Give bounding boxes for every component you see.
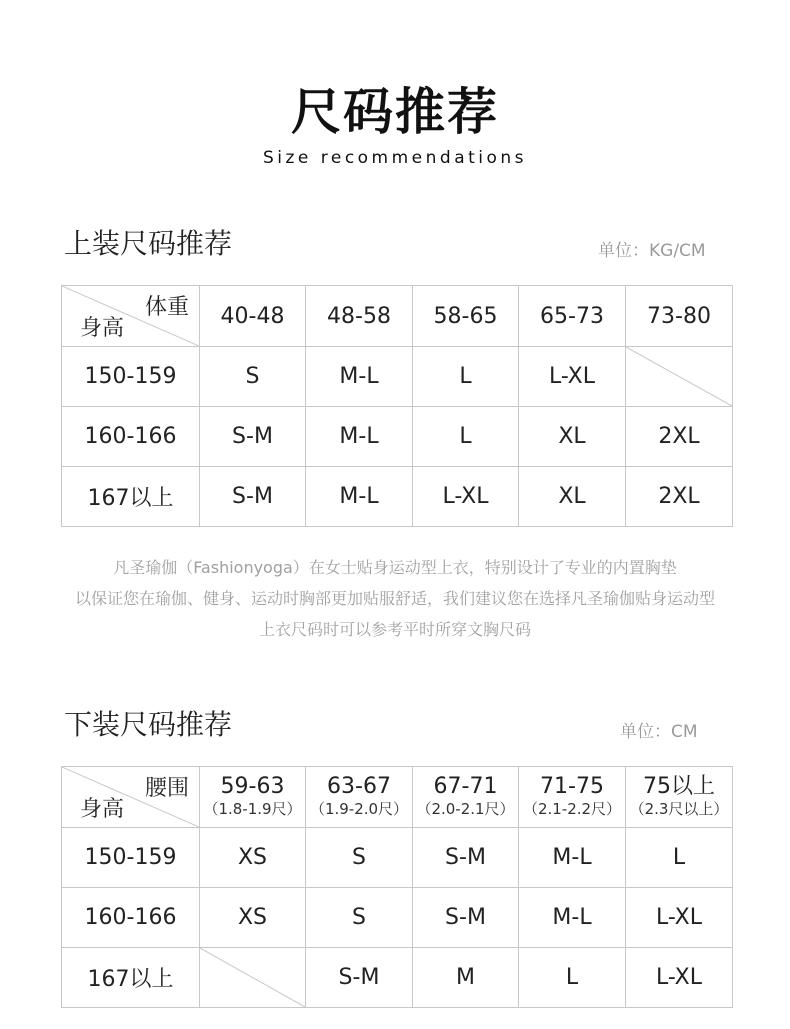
empty-size-cell — [200, 948, 306, 1008]
column-header — [200, 767, 306, 828]
diagonal-line — [200, 948, 305, 1007]
size-cell: S-M — [306, 948, 413, 1008]
top-section-unit: 单位：KG/CM — [598, 241, 706, 261]
note-line: 以保证您在瑜伽、健身、运动时胸部更加贴服舒适，我们建议您在选择凡圣瑜伽贴身运动型 — [74, 589, 715, 608]
column-header — [306, 767, 413, 828]
size-cell: M — [413, 948, 519, 1008]
column-header: 48-58 — [306, 286, 413, 347]
row-header: 167以上 — [62, 948, 200, 1008]
size-cell: L-XL — [626, 888, 733, 948]
corner-label-weight: 体重 — [144, 295, 189, 320]
waist-range-chi: （1.9-2.0尺） — [309, 800, 409, 818]
corner-label-waist: 腰围 — [144, 776, 189, 801]
corner-label-height: 身高 — [80, 797, 125, 822]
size-cell: S-M — [413, 888, 519, 948]
top-size-table — [61, 285, 733, 527]
waist-range-chi: （2.3尺以上） — [629, 800, 729, 818]
waist-range-cm: 63-67 — [327, 774, 391, 799]
size-cell: L-XL — [413, 467, 519, 527]
size-cell: S-M — [200, 407, 306, 467]
column-header: 65-73 — [519, 286, 626, 347]
size-cell: XS — [200, 888, 306, 948]
table-row — [62, 888, 733, 948]
top-section-title: 上装尺码推荐 — [64, 227, 233, 260]
column-header: 73-80 — [626, 286, 733, 347]
row-header: 167以上 — [62, 467, 200, 527]
waist-range-chi: （2.0-2.1尺） — [416, 800, 515, 818]
table-corner-cell — [62, 286, 200, 347]
size-cell: S-M — [200, 467, 306, 527]
corner-label-height: 身高 — [80, 316, 125, 341]
note-line: 凡圣瑜伽（Fashionyoga）在女士贴身运动型上衣，特别设计了专业的内置胸垫 — [113, 558, 677, 577]
size-cell: S — [306, 888, 413, 948]
size-cell: L — [519, 948, 626, 1008]
row-header: 160-166 — [62, 888, 200, 948]
column-header — [519, 767, 626, 828]
waist-range-chi: （2.1-2.2尺） — [522, 800, 622, 818]
table-row — [62, 948, 733, 1008]
page-subtitle: Size recommendations — [262, 148, 528, 168]
size-cell: L — [413, 407, 519, 467]
size-cell: S-M — [413, 828, 519, 888]
waist-range-cm: 59-63 — [220, 774, 285, 799]
size-cell: M-L — [519, 888, 626, 948]
size-cell: 2XL — [626, 407, 733, 467]
note-line: 上衣尺码时可以参考平时所穿文胸尺码 — [258, 620, 531, 639]
size-cell: M-L — [306, 347, 413, 407]
size-cell: M-L — [306, 467, 413, 527]
size-cell: 2XL — [626, 467, 733, 527]
table-row — [62, 407, 733, 467]
bottom-section-title: 下装尺码推荐 — [64, 708, 233, 741]
table-row — [62, 347, 733, 407]
waist-range-chi: （1.8-1.9尺） — [203, 800, 302, 818]
row-header: 160-166 — [62, 407, 200, 467]
column-header — [626, 767, 733, 828]
size-cell: XS — [200, 828, 306, 888]
diagonal-line — [626, 347, 732, 406]
bottom-size-table — [61, 766, 733, 1008]
column-header: 58-65 — [413, 286, 519, 347]
column-header: 40-48 — [200, 286, 306, 347]
table-corner-cell — [62, 767, 200, 828]
size-note — [0, 552, 790, 645]
size-cell: M-L — [519, 828, 626, 888]
size-cell: S — [200, 347, 306, 407]
waist-range-cm: 71-75 — [540, 774, 604, 799]
table-header-row — [62, 767, 733, 828]
size-cell: S — [306, 828, 413, 888]
waist-range-cm: 75以上 — [643, 774, 715, 799]
page-title: 尺码推荐 — [291, 83, 499, 141]
size-cell: L — [626, 828, 733, 888]
waist-range-cm: 67-71 — [433, 774, 498, 799]
size-cell: M-L — [306, 407, 413, 467]
size-cell: XL — [519, 467, 626, 527]
row-header: 150-159 — [62, 828, 200, 888]
size-cell: L — [413, 347, 519, 407]
table-row — [62, 828, 733, 888]
bottom-section-unit: 单位：CM — [620, 722, 698, 742]
size-cell: L-XL — [519, 347, 626, 407]
size-cell: XL — [519, 407, 626, 467]
size-cell: L-XL — [626, 948, 733, 1008]
table-header-row — [62, 286, 733, 347]
column-header — [413, 767, 519, 828]
row-header: 150-159 — [62, 347, 200, 407]
table-row — [62, 467, 733, 527]
empty-size-cell — [626, 347, 733, 407]
